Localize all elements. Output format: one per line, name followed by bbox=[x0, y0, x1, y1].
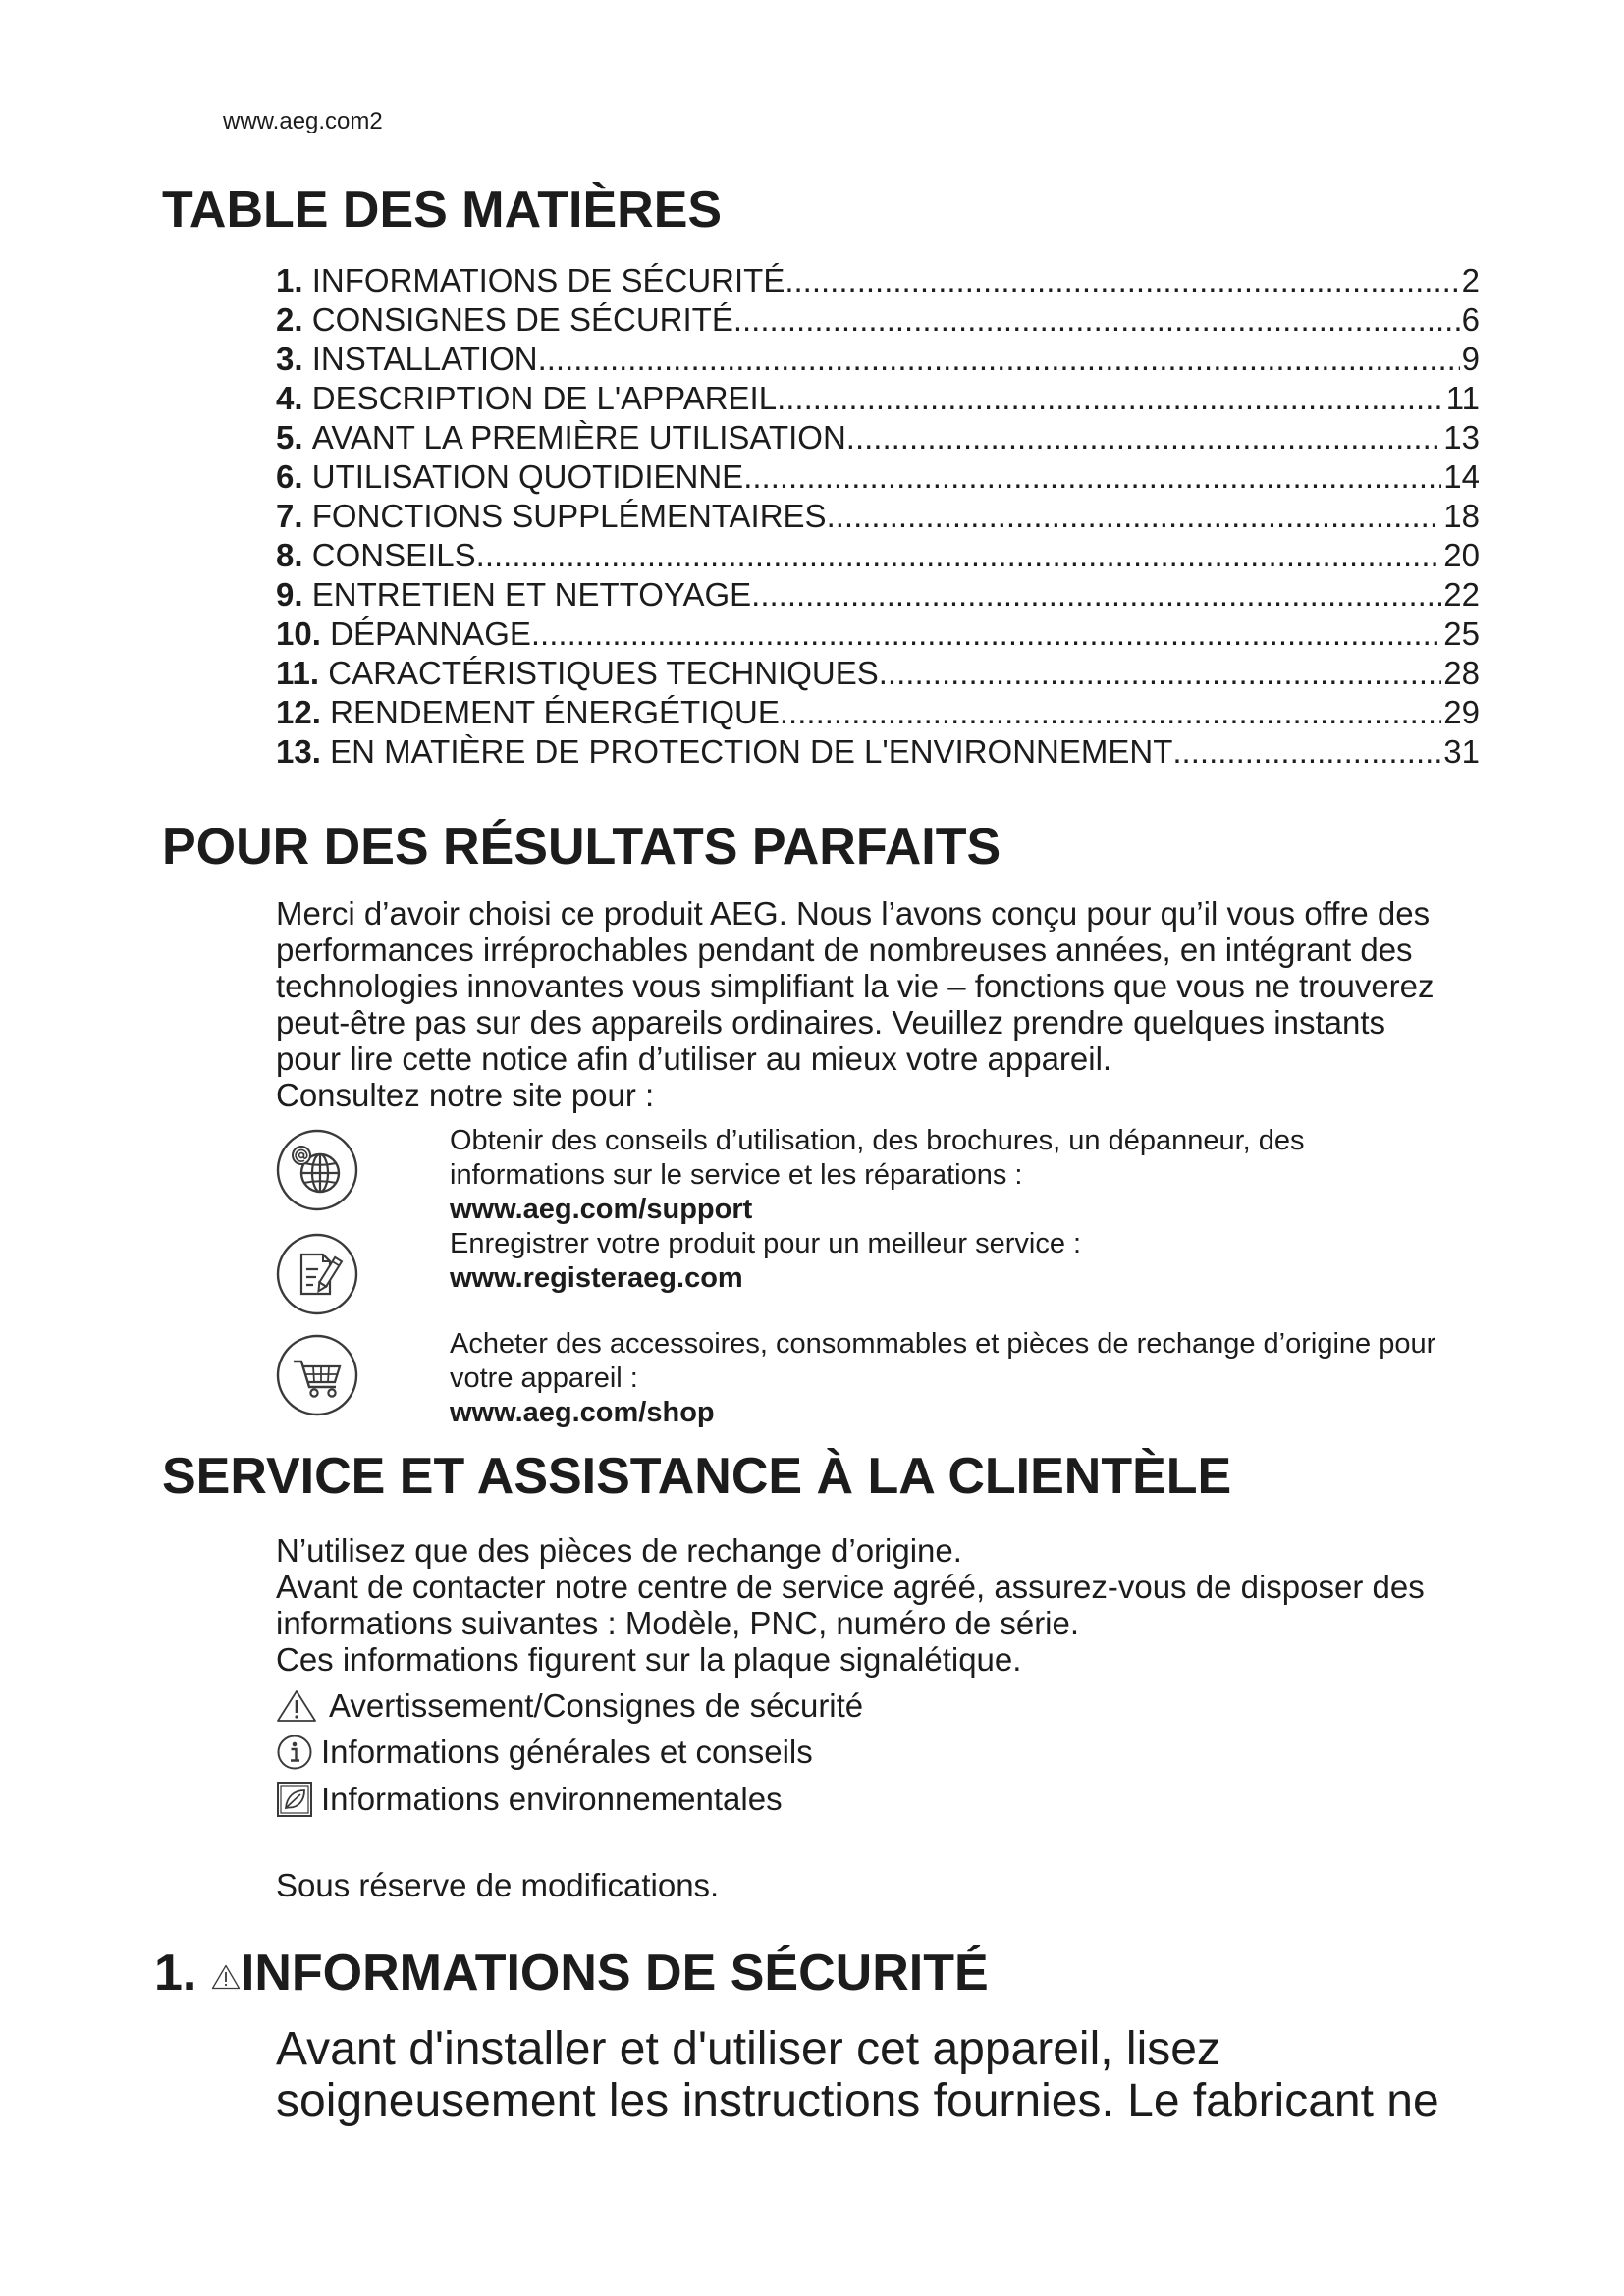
toc-entry[interactable] bbox=[276, 418, 1480, 457]
toc-entry-page: 29 bbox=[1443, 694, 1480, 730]
consult-label: Consultez notre site pour : bbox=[276, 1077, 655, 1113]
legend-label: Informations environnementales bbox=[321, 1780, 783, 1817]
link-description-line: informations sur le service et les réparations : bbox=[450, 1159, 1023, 1191]
toc-dot-leader bbox=[751, 575, 1441, 614]
toc-entry-number: 8. bbox=[276, 537, 303, 573]
toc-entry-page: 9 bbox=[1461, 341, 1480, 377]
toc-dot-leader bbox=[1172, 732, 1441, 772]
page-header bbox=[223, 108, 383, 135]
toc-entry-title: INFORMATIONS DE SÉCURITÉ bbox=[311, 262, 785, 298]
legend-item bbox=[276, 1682, 863, 1730]
register-url-link[interactable]: www.registeraeg.com bbox=[450, 1262, 743, 1294]
link-description-line: Obtenir des conseils d’utilisation, des brochures, un dépanneur, des bbox=[450, 1125, 1305, 1156]
toc-entry-number: 2. bbox=[276, 301, 303, 338]
toc-entry-page: 11 bbox=[1445, 380, 1480, 416]
toc-entry-number: 11. bbox=[276, 655, 320, 691]
toc-entry-number: 1. bbox=[276, 262, 303, 298]
service-line: N’utilisez que des pièces de rechange d’origine. bbox=[276, 1532, 962, 1569]
warning-icon bbox=[211, 1964, 241, 1990]
intro-heading: POUR DES RÉSULTATS PARFAITS bbox=[162, 819, 1001, 876]
support-link-block bbox=[450, 1124, 1305, 1227]
toc-entry[interactable] bbox=[276, 614, 1480, 654]
toc-entry-page: 22 bbox=[1443, 576, 1480, 613]
service-paragraph bbox=[276, 1532, 1425, 1678]
legend-label: Informations générales et conseils bbox=[321, 1734, 813, 1771]
toc-entry[interactable] bbox=[276, 654, 1480, 693]
safety-intro-line: Avant d'installer et d'utiliser cet appareil, lisez bbox=[276, 2023, 1220, 2075]
toc-entry-page: 31 bbox=[1443, 733, 1480, 770]
toc-entry-number: 7. bbox=[276, 498, 303, 534]
toc-entry-title: ENTRETIEN ET NETTOYAGE bbox=[311, 576, 752, 613]
toc-entry-title: AVANT LA PREMIÈRE UTILISATION bbox=[311, 419, 846, 455]
safety-section-heading bbox=[154, 1944, 989, 2002]
toc-entry-title: CONSEILS bbox=[311, 537, 476, 573]
toc-entry-number: 4. bbox=[276, 380, 303, 416]
toc-entry-title: INSTALLATION bbox=[311, 341, 538, 377]
intro-line: performances irréprochables pendant de nombreuses années, en intégrant des bbox=[276, 932, 1413, 968]
safety-intro-paragraph bbox=[276, 2023, 1439, 2127]
toc-dot-leader bbox=[531, 614, 1441, 654]
toc-entry-number: 9. bbox=[276, 576, 303, 613]
toc-dot-leader bbox=[538, 340, 1460, 379]
intro-line: peut-être pas sur des appareils ordinaires. Veuillez prendre quelques instants bbox=[276, 1004, 1386, 1041]
intro-line: pour lire cette notice afin d’utiliser au mieux votre appareil. bbox=[276, 1041, 1112, 1077]
support-url-link[interactable]: www.aeg.com/support bbox=[450, 1194, 753, 1225]
toc-entry-page: 25 bbox=[1443, 615, 1480, 652]
link-description-line: Acheter des accessoires, consommables et pièces de rechange d’origine pour bbox=[450, 1328, 1436, 1360]
toc-entry[interactable] bbox=[276, 693, 1480, 732]
toc-dot-leader bbox=[827, 497, 1442, 536]
toc-entry-number: 10. bbox=[276, 615, 321, 652]
shopping-cart-icon bbox=[275, 1333, 359, 1417]
toc-dot-leader bbox=[879, 654, 1442, 693]
table-of-contents bbox=[276, 261, 1480, 772]
link-description-line: Enregistrer votre produit pour un meilleur service : bbox=[450, 1228, 1082, 1259]
warning-icon bbox=[276, 1689, 317, 1723]
info-icon bbox=[276, 1734, 313, 1771]
toc-entry[interactable] bbox=[276, 300, 1480, 340]
legend-item bbox=[276, 1776, 863, 1823]
register-link-block bbox=[450, 1227, 1081, 1296]
header-page-number: 2 bbox=[369, 108, 383, 134]
toc-entry[interactable] bbox=[276, 536, 1480, 575]
toc-entry-title: CARACTÉRISTIQUES TECHNIQUES bbox=[328, 655, 879, 691]
modifications-notice: Sous réserve de modifications. bbox=[276, 1867, 720, 1903]
toc-entry[interactable] bbox=[276, 497, 1480, 536]
toc-entry-title: UTILISATION QUOTIDIENNE bbox=[311, 458, 744, 495]
safety-intro-line: soigneusement les instructions fournies. Le fabricant ne bbox=[276, 2075, 1439, 2127]
toc-dot-leader bbox=[743, 457, 1441, 497]
toc-entry-number: 12. bbox=[276, 694, 321, 730]
globe-support-icon bbox=[275, 1128, 359, 1212]
toc-entry[interactable] bbox=[276, 457, 1480, 497]
intro-line: Merci d’avoir choisi ce produit AEG. Nous l’avons conçu pour qu’il vous offre des bbox=[276, 895, 1431, 932]
toc-entry-number: 3. bbox=[276, 341, 303, 377]
service-line: Ces informations figurent sur la plaque signalétique. bbox=[276, 1641, 1022, 1678]
toc-entry-title: DÉPANNAGE bbox=[330, 615, 531, 652]
toc-entry-page: 20 bbox=[1443, 537, 1480, 573]
toc-dot-leader bbox=[777, 379, 1444, 418]
intro-line: technologies innovantes vous simplifiant la vie – fonctions que vous ne trouverez bbox=[276, 968, 1435, 1004]
toc-dot-leader bbox=[785, 261, 1459, 300]
service-line: Avant de contacter notre centre de service agréé, assurez-vous de disposer des bbox=[276, 1569, 1425, 1605]
toc-entry-title: FONCTIONS SUPPLÉMENTAIRES bbox=[311, 498, 827, 534]
toc-entry[interactable] bbox=[276, 732, 1480, 772]
toc-entry-page: 14 bbox=[1443, 458, 1480, 495]
toc-entry-number: 6. bbox=[276, 458, 303, 495]
toc-entry-page: 2 bbox=[1461, 262, 1480, 298]
safety-section-title: INFORMATIONS DE SÉCURITÉ bbox=[240, 1945, 989, 2002]
toc-entry[interactable] bbox=[276, 261, 1480, 300]
environment-leaf-icon bbox=[276, 1781, 313, 1818]
intro-paragraph bbox=[276, 895, 1435, 1113]
toc-entry-number: 13. bbox=[276, 733, 321, 770]
toc-entry[interactable] bbox=[276, 575, 1480, 614]
legend-label: Avertissement/Consignes de sécurité bbox=[329, 1686, 864, 1724]
safety-section-number: 1. bbox=[154, 1945, 197, 2002]
toc-entry-page: 28 bbox=[1443, 655, 1480, 691]
toc-entry-number: 5. bbox=[276, 419, 303, 455]
shop-link-block bbox=[450, 1327, 1435, 1430]
toc-entry[interactable] bbox=[276, 340, 1480, 379]
link-description-line: votre appareil : bbox=[450, 1362, 638, 1394]
toc-entry-title: CONSIGNES DE SÉCURITÉ bbox=[311, 301, 733, 338]
symbol-legend bbox=[276, 1682, 863, 1823]
toc-dot-leader bbox=[733, 300, 1460, 340]
toc-entry[interactable] bbox=[276, 379, 1480, 418]
toc-entry-page: 13 bbox=[1443, 419, 1480, 455]
toc-dot-leader bbox=[476, 536, 1442, 575]
toc-dot-leader bbox=[780, 693, 1441, 732]
toc-entry-title: RENDEMENT ÉNERGÉTIQUE bbox=[330, 694, 780, 730]
register-product-icon bbox=[275, 1232, 359, 1316]
toc-entry-page: 18 bbox=[1443, 498, 1480, 534]
toc-entry-title: EN MATIÈRE DE PROTECTION DE L'ENVIRONNEMENT bbox=[330, 733, 1173, 770]
service-heading: SERVICE ET ASSISTANCE À LA CLIENTÈLE bbox=[162, 1448, 1232, 1505]
toc-dot-leader bbox=[846, 418, 1441, 457]
shop-url-link[interactable]: www.aeg.com/shop bbox=[450, 1397, 715, 1428]
legend-item bbox=[276, 1730, 863, 1777]
toc-entry-page: 6 bbox=[1461, 301, 1480, 338]
service-line: informations suivantes : Modèle, PNC, numéro de série. bbox=[276, 1605, 1080, 1641]
toc-entry-title: DESCRIPTION DE L'APPAREIL bbox=[311, 380, 778, 416]
toc-heading: TABLE DES MATIÈRES bbox=[162, 182, 723, 239]
header-site: www.aeg.com bbox=[223, 108, 370, 134]
